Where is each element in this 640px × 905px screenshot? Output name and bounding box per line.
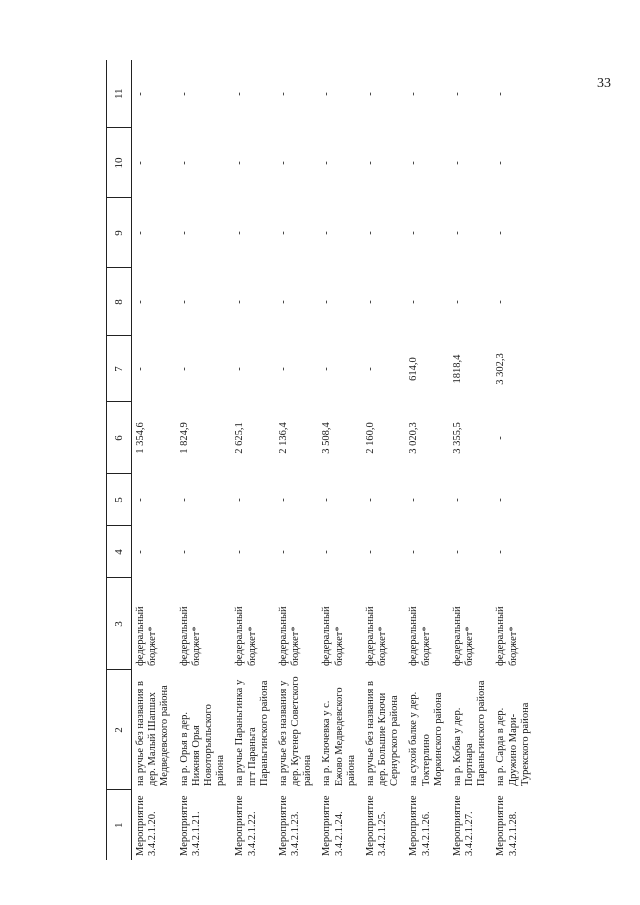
- table-cell-col1: Мероприятие 3.4.2.1.21.: [178, 795, 202, 856]
- table-cell-col10: -: [277, 161, 289, 165]
- table-cell-col6: 2 160,0: [364, 422, 376, 454]
- table-cell-col4: -: [321, 550, 333, 554]
- table-cell-col11: -: [364, 92, 376, 96]
- table-cell-col2: на ручье Параньгинка у пгт Параньга Параньгинского района: [234, 679, 270, 786]
- table-row: [231, 60, 275, 860]
- table-cell-col10: -: [135, 161, 146, 165]
- col-header: 5: [107, 474, 132, 526]
- col-header: 10: [107, 128, 132, 198]
- table-cell-col9: -: [277, 231, 289, 235]
- table-cell-col8: -: [135, 300, 146, 304]
- table-cell-col3: федеральный бюджет*: [277, 606, 302, 666]
- table-cell-col8: -: [451, 300, 463, 304]
- table-cell-col3: федеральный бюджет*: [234, 606, 258, 666]
- table-cell-col1: Мероприятие 3.4.2.1.27.: [451, 795, 476, 856]
- table-cell-col7: 614,0: [408, 357, 420, 381]
- table-cell-col4: -: [178, 550, 190, 554]
- table-cell-col8: -: [495, 300, 507, 304]
- table-cell-col6: 1 824,9: [178, 422, 190, 454]
- table-cell-col6: 1 354,6: [135, 422, 146, 454]
- table-cell-col1: Мероприятие 3.4.2.1.25.: [364, 795, 389, 856]
- table-cell-col8: -: [408, 300, 420, 304]
- table-cell-col6: 2 136,4: [277, 422, 289, 454]
- table-cell-col9: -: [135, 231, 146, 235]
- table-cell-col2: на ручье без названия в дер. Малый Шапшах Медведевского района: [135, 681, 171, 786]
- table-row: [405, 60, 449, 860]
- table-cell-col4: -: [277, 550, 289, 554]
- table-cell-col8: -: [178, 300, 190, 304]
- table-cell-col10: -: [451, 161, 463, 165]
- table-cell-col9: -: [495, 231, 507, 235]
- col-header: 1: [107, 790, 132, 860]
- table-cell-col10: -: [364, 161, 376, 165]
- table-cell-col1: Мероприятие 3.4.2.1.20.: [135, 795, 159, 856]
- table-cell-col9: -: [451, 231, 463, 235]
- col-header: 4: [107, 526, 132, 578]
- table-cell-col5: -: [178, 498, 190, 502]
- table-cell-col3: федеральный бюджет*: [451, 606, 476, 666]
- table-cell-col11: -: [451, 92, 463, 96]
- table-cell-col2: на р. Кобва у дер. Портнара Параньгинского района: [451, 680, 488, 786]
- table-cell-col9: -: [178, 231, 190, 235]
- table-cell-col2: на р. Орья в дер. Нижняя Орья Новоторъяльского района: [178, 704, 226, 786]
- table-cell-col10: -: [321, 161, 333, 165]
- table-row: [362, 60, 406, 860]
- col-header: 9: [107, 198, 132, 268]
- col-header: 2: [107, 670, 132, 790]
- table-cell-col1: Мероприятие 3.4.2.1.28.: [495, 795, 519, 856]
- col-header: 11: [107, 60, 132, 128]
- table-cell-col4: -: [408, 550, 420, 554]
- table-cell-col4: -: [451, 550, 463, 554]
- table-cell-col2: на ручье без названия в дер. Большие Ключи Сернурского района: [364, 681, 401, 786]
- table-row: [318, 60, 362, 860]
- table-cell-col10: -: [178, 161, 190, 165]
- table-cell-col7: -: [135, 367, 146, 371]
- table-cell-col1: Мероприятие 3.4.2.1.23.: [277, 795, 302, 856]
- table-cell-col10: -: [408, 161, 420, 165]
- table-cell-col9: -: [234, 231, 246, 235]
- table-cell-col11: -: [135, 92, 146, 96]
- col-header: 7: [107, 336, 132, 402]
- table-cell-col5: -: [364, 498, 376, 502]
- table-cell-col2: на р. Ключевка у с. Ежово Медведевского района: [321, 687, 357, 786]
- budget-table: [106, 60, 536, 860]
- table-cell-col5: -: [451, 498, 463, 502]
- table-cell-col5: -: [135, 498, 146, 502]
- table-cell-col9: -: [364, 231, 376, 235]
- table-cell-col7: -: [321, 367, 333, 371]
- table-cell-col9: -: [321, 231, 333, 235]
- table-cell-col11: -: [495, 92, 507, 96]
- table-cell-col3: федеральный бюджет*: [364, 606, 389, 666]
- rotated-table-container: [106, 60, 536, 860]
- table-cell-col1: Мероприятие 3.4.2.1.24.: [321, 795, 345, 856]
- table-cell-col8: -: [364, 300, 376, 304]
- table-cell-col1: Мероприятие 3.4.2.1.22.: [234, 795, 258, 856]
- table-cell-col11: -: [321, 92, 333, 96]
- table-cell-col7: 3 302,3: [495, 353, 507, 385]
- table-cell-col3: федеральный бюджет*: [321, 606, 345, 666]
- col-header: 8: [107, 268, 132, 336]
- table-cell-col3: федеральный бюджет*: [178, 606, 202, 666]
- table-cell-col3: федеральный бюджет*: [495, 606, 519, 666]
- table-cell-col6: -: [495, 436, 507, 440]
- page-number: 33: [597, 76, 611, 91]
- table-cell-col10: -: [495, 161, 507, 165]
- table-cell-col3: федеральный бюджет*: [135, 606, 159, 666]
- table-cell-col7: -: [234, 367, 246, 371]
- header-row: [107, 60, 132, 860]
- table-cell-col6: 3 020,3: [408, 422, 420, 454]
- table-row: [449, 60, 493, 860]
- table-cell-col8: -: [321, 300, 333, 304]
- table-cell-col7: -: [364, 367, 376, 371]
- table-cell-col8: -: [234, 300, 246, 304]
- table-cell-col10: -: [234, 161, 246, 165]
- table-cell-col5: -: [321, 498, 333, 502]
- table-cell-col11: -: [277, 92, 289, 96]
- table-cell-col5: -: [408, 498, 420, 502]
- table-cell-col6: 3 355,5: [451, 422, 463, 454]
- table-cell-col6: 3 508,4: [321, 422, 333, 454]
- table-cell-col11: -: [234, 92, 246, 96]
- table-row: [492, 60, 536, 860]
- table-row: [275, 60, 319, 860]
- table-cell-col4: -: [135, 550, 146, 554]
- table-cell-col4: -: [495, 550, 507, 554]
- table-cell-col7: -: [178, 367, 190, 371]
- table-cell-col2: на сухой балке у дер. Токтерлино Моркинского района: [408, 691, 444, 786]
- table-cell-col5: -: [277, 498, 289, 502]
- table-cell-col4: -: [364, 550, 376, 554]
- table-cell-col2: на р. Сарда в дер. Дружино Мари-Турекского района: [495, 702, 531, 786]
- table-cell-col5: -: [234, 498, 246, 502]
- table-cell-col6: 2 625,1: [234, 422, 246, 454]
- table-row: [132, 60, 176, 860]
- table-cell-col2: на ручье без названия у дер. Кутенер Советского района: [277, 676, 314, 786]
- col-header: 6: [107, 402, 132, 474]
- table-cell-col7: 1818,4: [451, 354, 463, 384]
- table-cell-col3: федеральный бюджет*: [408, 606, 432, 666]
- table-cell-col4: -: [234, 550, 246, 554]
- table-cell-col9: -: [408, 231, 420, 235]
- table-cell-col7: -: [277, 367, 289, 371]
- table-cell-col8: -: [277, 300, 289, 304]
- table-row: [176, 60, 232, 860]
- table-cell-col1: Мероприятие 3.4.2.1.26.: [408, 795, 432, 856]
- table-cell-col11: -: [408, 92, 420, 96]
- col-header: 3: [107, 578, 132, 670]
- table-cell-col5: -: [495, 498, 507, 502]
- table-cell-col11: -: [178, 92, 190, 96]
